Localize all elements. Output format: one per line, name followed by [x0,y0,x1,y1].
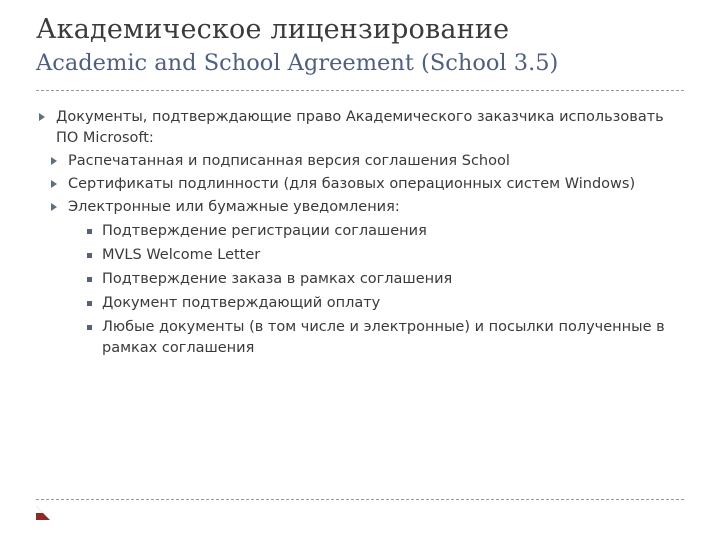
bullet-text: Подтверждение регистрации соглашения [102,223,427,239]
square-bullet-icon [87,277,92,282]
bullet-item-level3 [38,293,686,314]
corner-triangle-icon [36,506,50,520]
bullet-item-level1 [38,107,686,149]
bullet-item-level3 [38,269,686,290]
bullet-text: Сертификаты подлинности (для базовых операционных систем Windows) [68,176,636,192]
bullet-item-level3 [38,221,686,242]
bullet-item-level3 [38,317,686,359]
arrow-bullet-icon [51,180,57,188]
bullet-text: Электронные или бумажные уведомления: [68,199,400,215]
bullet-text: Документ подтверждающий оплату [102,295,381,311]
bottom-divider [36,499,684,500]
bullet-item-level2 [38,174,686,195]
square-bullet-icon [87,253,92,258]
square-bullet-icon [87,301,92,306]
slide-title: Академическое лицензирование [36,14,510,45]
arrow-bullet-icon [51,203,57,211]
square-bullet-icon [87,229,92,234]
slide-subtitle: Academic and School Agreement (School 3.5) [36,50,559,76]
bullet-text: Распечатанная и подписанная версия соглашения School [68,153,510,169]
bullet-list [38,107,686,359]
bullet-item-level2 [38,197,686,218]
bullet-text: Подтверждение заказа в рамках соглашения [102,271,453,287]
bullet-text: Любые документы (в том числе и электронные) и посылки полученные в рамках соглашения [102,319,665,356]
bullet-text: MVLS Welcome Letter [102,247,261,263]
arrow-bullet-icon [51,157,57,165]
square-bullet-icon [87,325,92,330]
arrow-bullet-icon [39,113,45,121]
bullet-text: Документы, подтверждающие право Академического заказчика использовать ПО Microsoft: [56,109,664,146]
bullet-item-level2 [38,151,686,172]
bullet-item-level3 [38,245,686,266]
top-divider [36,90,684,91]
